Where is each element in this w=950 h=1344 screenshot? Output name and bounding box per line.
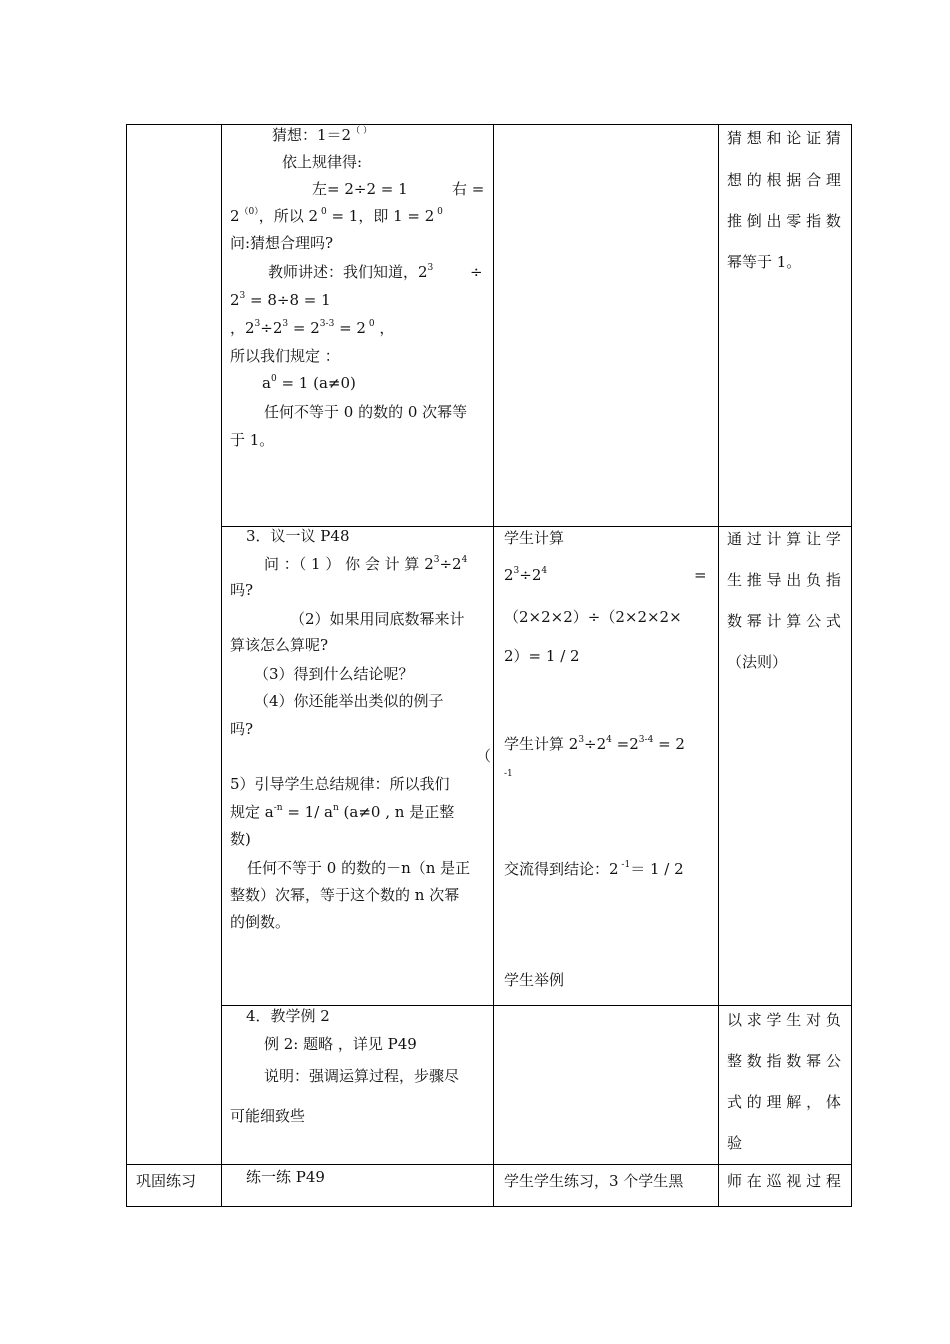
student-line: [504, 859, 684, 879]
text: = 8÷8 = 1: [245, 291, 331, 309]
text: ÷2: [519, 566, 542, 584]
text: = 1，即 1 = 2: [326, 207, 435, 225]
row2-line: （3）得到什么结论呢？: [254, 665, 414, 683]
row2-line: （: [476, 747, 492, 765]
row1-line: 右 =: [452, 180, 485, 198]
row1-line: 问:猜想合理吗?: [230, 234, 334, 252]
text: ÷2: [584, 735, 607, 753]
text: (a≠0 , n 是正整: [338, 803, 455, 821]
row1-line: [262, 373, 356, 393]
text: 2: [504, 566, 514, 584]
row2-line: 算该怎么算呢?: [230, 636, 329, 654]
superscript: n: [332, 803, 339, 813]
superscript: （ ）: [351, 126, 372, 136]
text: ，: [374, 319, 395, 337]
text: ＝ 1 / 2: [630, 860, 684, 878]
student-line: 学生举例: [504, 971, 565, 989]
row2-line: （4）你还能举出类似的例子: [254, 692, 444, 710]
superscript: 4: [461, 555, 468, 565]
row1-line: ÷: [470, 263, 483, 281]
text: 猜想：1＝2: [272, 126, 352, 144]
student-line: =: [694, 566, 707, 584]
text: ，所以 2: [258, 207, 319, 225]
row4-student: 学生学生练习，3 个学生黑: [504, 1172, 684, 1190]
intent-line: 生 推 导 出 负 指: [727, 571, 841, 589]
text: 规定 a: [230, 803, 274, 821]
intent-line: 幂等于 1。: [727, 253, 802, 271]
row2-line: 吗?: [230, 720, 254, 738]
intent-line: 通 过 计 算 让 学: [727, 530, 841, 548]
intent-line: 推 倒 出 零 指 数: [727, 212, 841, 230]
student-line: -1: [504, 769, 513, 779]
superscript: 3: [239, 291, 246, 301]
column-divider-3: [718, 124, 719, 1207]
text: = 2: [334, 319, 366, 337]
text: ÷2: [260, 319, 283, 337]
student-line: 学生计算: [504, 529, 565, 547]
intent-line: 式 的 理 解 ， 体: [727, 1093, 841, 1111]
row4-process: 练一练 P49: [246, 1168, 325, 1186]
text: a: [262, 374, 271, 392]
intent-line: （法则）: [727, 653, 788, 671]
table-border-top: [126, 124, 852, 125]
text: 学生计算 2: [504, 735, 579, 753]
row3-line: 4．教学例 2: [246, 1007, 330, 1025]
row1-line: [268, 262, 433, 282]
column-divider-1: [221, 124, 222, 1207]
row1-line: [230, 206, 443, 226]
row2-line: 3．议一议 P48: [246, 527, 350, 545]
row1-line: [230, 290, 331, 310]
superscript: 3: [254, 319, 261, 329]
superscript: 0: [270, 374, 277, 384]
text: = 1/ a: [282, 803, 333, 821]
row3-line: 说明：强调运算过程，步骤尽: [264, 1067, 460, 1085]
text: 问 ：（ 1 ） 你 会 计 算 2: [264, 555, 434, 573]
row2-line: 整数）次幂，等于这个数的 n 次幂: [230, 886, 460, 904]
superscript: 3-4: [638, 735, 654, 745]
intent-line: 验: [727, 1134, 743, 1152]
superscript: 3: [427, 263, 434, 273]
superscript: 0: [434, 207, 443, 217]
intent-line: 整 数 指 数 幂 公: [727, 1052, 841, 1070]
student-line: 2）= 1 / 2: [504, 647, 580, 665]
text: =2: [611, 735, 639, 753]
row2-line: [264, 554, 467, 574]
superscript: 4: [606, 735, 612, 745]
student-line: （2×2×2）÷（2×2×2×: [504, 608, 682, 626]
column-divider-2: [493, 124, 494, 1207]
text: ，2: [230, 319, 255, 337]
superscript: 0: [318, 207, 327, 217]
table-border-left: [126, 124, 127, 1207]
row2-line: [230, 802, 454, 822]
superscript: -n: [273, 803, 283, 813]
text: 2: [230, 207, 240, 225]
superscript: 3: [578, 735, 585, 745]
intent-line: 数 幂 计 算 公 式: [727, 612, 841, 630]
intent-line: 以 求 学 生 对 负: [727, 1011, 841, 1029]
student-line: [504, 734, 685, 754]
text: = 2: [288, 319, 320, 337]
row3-line: 例 2: 题略 ，详见 P49: [264, 1035, 417, 1053]
row1-line: 依上规律得:: [282, 153, 363, 171]
superscript: （0）: [239, 207, 259, 217]
table-border-right: [851, 124, 852, 1207]
table-border-bottom: [126, 1206, 852, 1207]
row1-line: 于 1。: [230, 431, 275, 449]
text: 教师讲述：我们知道，2: [268, 263, 428, 281]
row4-intent: 师 在 巡 视 过 程: [727, 1172, 841, 1190]
text: = 1 (a≠0): [276, 374, 356, 392]
row1-line: [272, 125, 372, 145]
row-divider-3: [126, 1164, 852, 1165]
superscript: 3-3: [319, 319, 335, 329]
intent-line: 猜 想 和 论 证 猜: [727, 129, 841, 147]
superscript: 4: [541, 566, 548, 576]
student-line: [504, 565, 547, 585]
superscript: 3: [433, 555, 440, 565]
row3-line: 可能细致些: [230, 1107, 306, 1125]
row1-line: 所以我们规定 ：: [230, 347, 340, 365]
row2-line: 数): [230, 830, 251, 848]
row2-line: 5）引导学生总结规律：所以我们: [230, 775, 450, 793]
text: ÷2: [439, 555, 462, 573]
row1-line: 任何不等于 0 的数的 0 次幂等: [264, 403, 468, 421]
intent-line: 想 的 根 据 合 理: [727, 171, 841, 189]
row2-line: 吗?: [230, 581, 254, 599]
superscript: 0: [365, 319, 375, 329]
row1-line: [230, 318, 394, 338]
stage-label: 巩固练习: [136, 1172, 197, 1190]
text: = 2: [653, 735, 685, 753]
superscript: 3: [282, 319, 289, 329]
row2-line: （2）如果用同底数幂来计: [290, 610, 465, 628]
text: 2: [230, 291, 240, 309]
superscript: -1: [618, 860, 631, 870]
row1-line: 左= 2÷2 = 1: [312, 180, 408, 198]
superscript: 3: [513, 566, 520, 576]
text: 交流得到结论：2: [504, 860, 619, 878]
row2-line: 的倒数。: [230, 913, 291, 931]
row2-line: 任何不等于 0 的数的－n（n 是正: [247, 859, 471, 877]
